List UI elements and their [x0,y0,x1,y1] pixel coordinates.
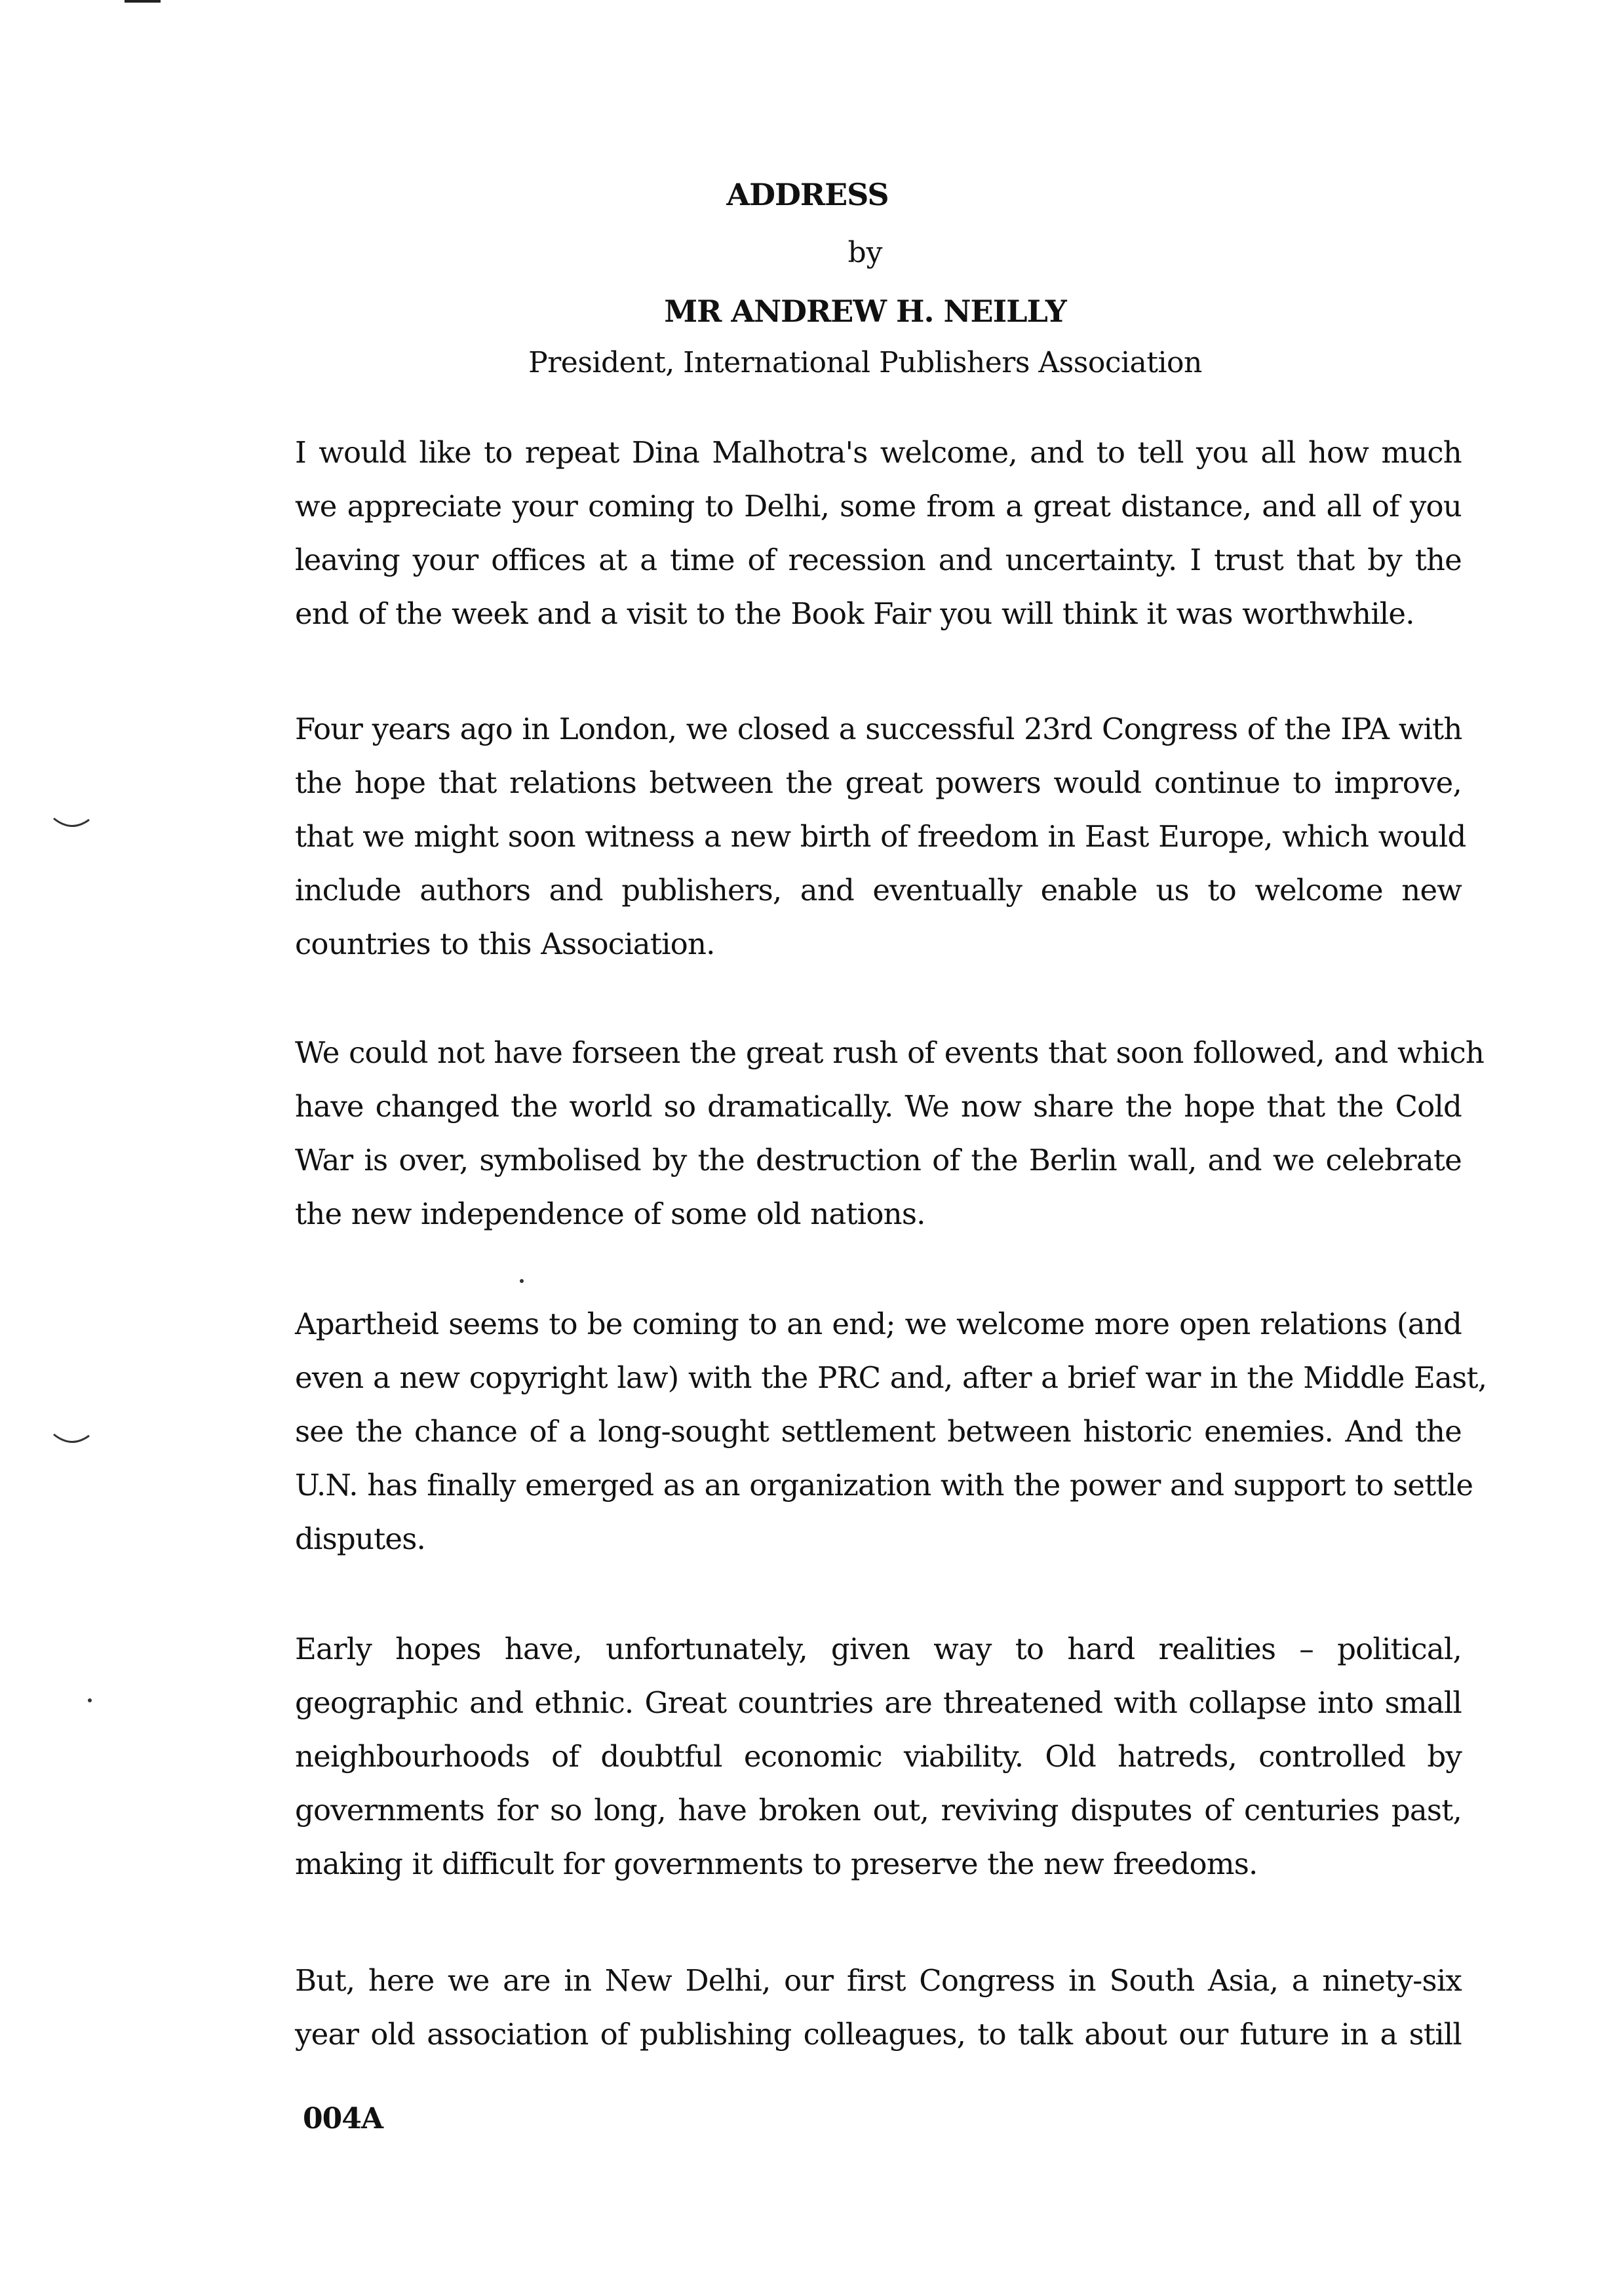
page-code: 004A [303,2102,383,2135]
byline-by: by [847,236,883,269]
speaker-name: MR ANDREW H. NEILLY [664,294,1066,329]
scan-speck [520,1279,524,1283]
paragraph-line: we appreciate your coming to Delhi, some from a great distance, and all of you [295,489,1462,524]
speaker-affiliation: President, International Publishers Association [528,346,1202,379]
paragraph-line: geographic and ethnic. Great countries are threatened with collapse into small [295,1685,1462,1720]
paragraph-line: making it difficult for governments to preserve the new freedoms. [295,1846,1258,1881]
paragraph-line: Early hopes have, unfortunately, given way to hard realities – political, [295,1632,1462,1666]
paragraph-line: Four years ago in London, we closed a successful 23rd Congress of the IPA with [295,712,1462,746]
paragraph-line: I would like to repeat Dina Malhotra's welcome, and to tell you all how much [295,435,1462,470]
document-title: ADDRESS [726,177,889,212]
paragraph-line: We could not have forseen the great rush of events that soon followed, and which [295,1035,1485,1070]
scan-top-rule [125,0,161,3]
paragraph-line: that we might soon witness a new birth of freedom in East Europe, which would [295,819,1466,854]
paragraph [295,702,1466,971]
paragraph-line: countries to this Association. [295,927,715,961]
paragraph-line: leaving your offices at a time of recession and uncertainty. I trust that by the [295,543,1462,577]
paragraph [295,1026,1485,1241]
paragraph [295,1954,1462,2061]
paragraph-line: the hope that relations between the great powers would continue to improve, [295,765,1462,800]
paragraph [295,1622,1462,1891]
paragraph [295,426,1462,641]
paragraph-line: governments for so long, have broken out, reviving disputes of centuries past, [295,1793,1462,1827]
paragraph-line: Apartheid seems to be coming to an end; we welcome more open relations (and [295,1307,1462,1341]
paragraph-line: neighbourhoods of doubtful economic viability. Old hatreds, controlled by [295,1739,1462,1774]
paragraph-line: see the chance of a long-sought settlement between historic enemies. And the [295,1414,1462,1449]
paragraph-line: have changed the world so dramatically. We now share the hope that the Cold [295,1089,1462,1124]
binder-hole-mark [52,1432,90,1446]
paragraph-line: But, here we are in New Delhi, our first Congress in South Asia, a ninety-six [295,1963,1462,1998]
paragraph-line: disputes. [295,1521,425,1556]
paragraph-line: even a new copyright law) with the PRC and, after a brief war in the Middle East, [295,1360,1487,1395]
paragraph [295,1297,1487,1566]
paragraph-line: end of the week and a visit to the Book Fair you will think it was worthwhile. [295,596,1414,631]
paragraph-line: U.N. has finally emerged as an organization with the power and support to settle [295,1468,1473,1502]
paragraph-line: the new independence of some old nations. [295,1196,925,1231]
paragraph-line: year old association of publishing colleagues, to talk about our future in a still [295,2017,1462,2052]
binder-hole-mark [52,816,90,830]
paragraph-line: include authors and publishers, and eventually enable us to welcome new [295,873,1462,908]
scan-speck [88,1698,92,1702]
paragraph-line: War is over, symbolised by the destruction of the Berlin wall, and we celebrate [295,1143,1462,1177]
